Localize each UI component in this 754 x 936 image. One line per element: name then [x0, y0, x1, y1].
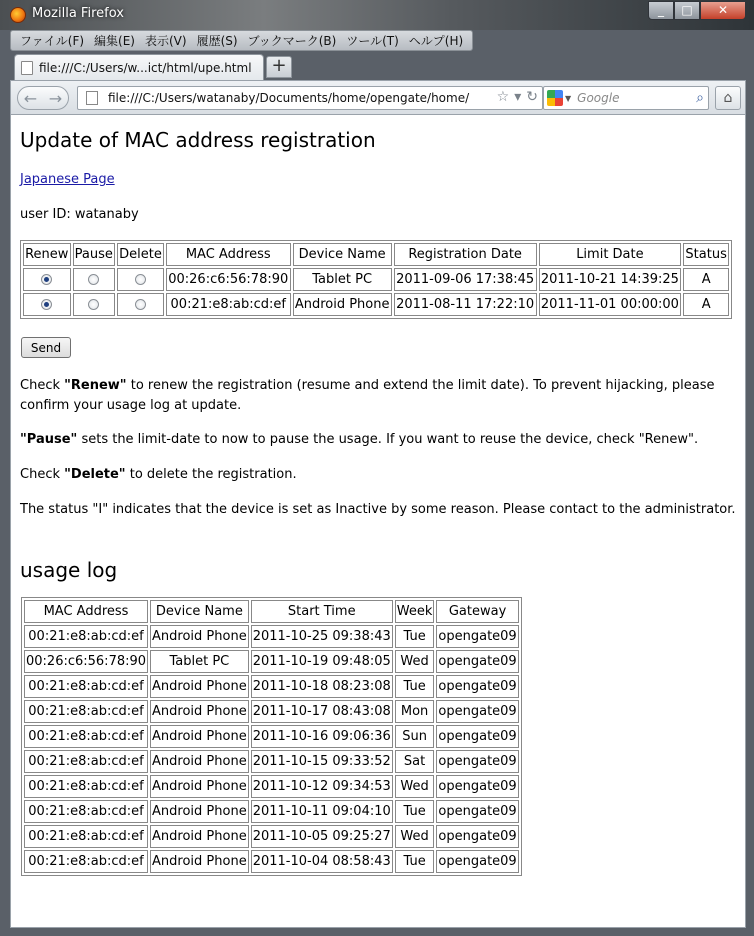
url-input[interactable]: file:///C:/Users/watanaby/Documents/home/opengate/home/ — [108, 91, 470, 105]
mac-cell: 00:21:e8:ab:cd:ef — [24, 700, 148, 723]
menu-tools[interactable]: ツール(T) — [346, 34, 399, 48]
reg-date-cell: 2011-08-11 17:22:10 — [394, 293, 537, 316]
pause-radio[interactable] — [88, 274, 99, 285]
header-limit-date: Limit Date — [539, 243, 682, 266]
renew-cell — [23, 293, 71, 316]
usage-log-title: usage log — [20, 558, 118, 582]
gateway-cell: opengate09 — [436, 675, 518, 698]
search-icon[interactable]: ⌕ — [696, 90, 704, 106]
window-title: Mozilla Firefox — [32, 6, 124, 21]
device-cell: Android Phone — [293, 293, 392, 316]
start-time-cell: 2011-10-05 09:25:27 — [251, 825, 393, 848]
mac-cell: 00:21:e8:ab:cd:ef — [24, 800, 148, 823]
help-renew — [20, 376, 740, 416]
header-gateway: Gateway — [436, 600, 518, 623]
help-text: Check — [20, 378, 65, 393]
help-keyword: "Renew" — [64, 378, 127, 393]
close-button[interactable]: ✕ — [700, 1, 746, 20]
delete-radio[interactable] — [135, 274, 146, 285]
week-cell: Mon — [395, 700, 435, 723]
table-header-row — [23, 243, 729, 266]
help-status: The status "I" indicates that the device is set as Inactive by some reason. Please contact to the administrator. — [20, 502, 736, 517]
table-row — [24, 625, 519, 648]
table-row — [24, 650, 519, 673]
header-week: Week — [395, 600, 435, 623]
device-cell: Android Phone — [150, 700, 249, 723]
bookmark-star-icon[interactable]: ☆ — [496, 89, 510, 105]
week-cell: Tue — [395, 625, 435, 648]
status-cell: A — [683, 268, 729, 291]
dropdown-icon[interactable]: ▾ — [514, 89, 522, 105]
week-cell: Sun — [395, 725, 435, 748]
device-cell: Android Phone — [150, 750, 249, 773]
header-mac: MAC Address — [166, 243, 291, 266]
header-renew: Renew — [23, 243, 71, 266]
start-time-cell: 2011-10-25 09:38:43 — [251, 625, 393, 648]
week-cell: Wed — [395, 650, 435, 673]
menu-history[interactable]: 履歴(S) — [196, 34, 238, 48]
help-keyword: "Pause" — [20, 432, 78, 447]
firefox-icon — [10, 7, 26, 23]
send-button[interactable]: Send — [21, 337, 71, 358]
help-keyword: "Delete" — [64, 467, 126, 482]
delete-cell — [117, 293, 164, 316]
start-time-cell: 2011-10-04 08:58:43 — [251, 850, 393, 873]
window-controls — [648, 1, 746, 20]
header-device: Device Name — [150, 600, 249, 623]
week-cell: Tue — [395, 850, 435, 873]
gateway-cell: opengate09 — [436, 750, 518, 773]
menu-container — [10, 30, 473, 51]
page-icon — [21, 61, 33, 75]
start-time-cell: 2011-10-12 09:34:53 — [251, 775, 393, 798]
pause-cell — [73, 268, 115, 291]
delete-cell — [117, 268, 164, 291]
start-time-cell: 2011-10-11 09:04:10 — [251, 800, 393, 823]
renew-radio[interactable] — [41, 274, 52, 285]
start-time-cell: 2011-10-16 09:06:36 — [251, 725, 393, 748]
week-cell: Wed — [395, 775, 435, 798]
pause-radio[interactable] — [88, 299, 99, 310]
table-row — [24, 750, 519, 773]
mac-cell: 00:21:e8:ab:cd:ef — [24, 625, 148, 648]
gateway-cell: opengate09 — [436, 825, 518, 848]
start-time-cell: 2011-10-15 09:33:52 — [251, 750, 393, 773]
reload-icon[interactable]: ↻ — [526, 89, 538, 105]
mac-cell: 00:21:e8:ab:cd:ef — [24, 725, 148, 748]
renew-cell — [23, 268, 71, 291]
week-cell: Tue — [395, 800, 435, 823]
gateway-cell: opengate09 — [436, 850, 518, 873]
mac-cell: 00:21:e8:ab:cd:ef — [24, 675, 148, 698]
limit-date-cell: 2011-11-01 00:00:00 — [539, 293, 682, 316]
help-delete — [20, 465, 740, 485]
search-engine-dropdown-icon[interactable]: ▼ — [565, 93, 572, 103]
week-cell: Sat — [395, 750, 435, 773]
gateway-cell: opengate09 — [436, 650, 518, 673]
start-time-cell: 2011-10-17 08:43:08 — [251, 700, 393, 723]
user-id-line: user ID: watanaby — [20, 207, 139, 222]
url-tools — [497, 89, 538, 105]
menu-bookmarks[interactable]: ブックマーク(B) — [247, 34, 337, 48]
gateway-cell: opengate09 — [436, 775, 518, 798]
google-icon[interactable] — [547, 90, 563, 106]
mac-cell: 00:21:e8:ab:cd:ef — [24, 750, 148, 773]
page-title: Update of MAC address registration — [20, 128, 376, 152]
device-cell: Android Phone — [150, 850, 249, 873]
week-cell: Wed — [395, 825, 435, 848]
header-device: Device Name — [293, 243, 392, 266]
table-row — [24, 675, 519, 698]
mac-cell: 00:21:e8:ab:cd:ef — [24, 850, 148, 873]
back-icon[interactable]: ← — [23, 88, 38, 108]
back-forward-group — [17, 86, 69, 110]
help-pause — [20, 430, 740, 450]
page-icon — [86, 91, 98, 105]
limit-date-cell: 2011-10-21 14:39:25 — [539, 268, 682, 291]
tab-label: file:///C:/Users/w...ict/html/upe.html — [39, 60, 252, 75]
mac-cell: 00:21:e8:ab:cd:ef — [24, 775, 148, 798]
home-icon[interactable]: ⌂ — [715, 86, 741, 110]
usage-log-table — [21, 597, 522, 876]
header-mac: MAC Address — [24, 600, 148, 623]
help-text: to renew the registration (resume and extend the limit date). To prevent hijacking, please confirm your usage log at update. — [20, 378, 715, 413]
table-row — [23, 268, 729, 291]
device-cell: Tablet PC — [150, 650, 249, 673]
maximize-button[interactable]: □ — [674, 1, 700, 20]
gateway-cell: opengate09 — [436, 625, 518, 648]
menu-help[interactable]: ヘルプ(H) — [408, 34, 464, 48]
japanese-page-link[interactable]: Japanese Page — [20, 172, 115, 187]
table-row — [24, 700, 519, 723]
pause-cell — [73, 293, 115, 316]
help-text: sets the limit-date to now to pause the usage. If you want to reuse the device, check "Renew". — [77, 432, 699, 447]
start-time-cell: 2011-10-18 08:23:08 — [251, 675, 393, 698]
search-input[interactable]: Google — [577, 91, 620, 105]
renew-radio[interactable] — [41, 299, 52, 310]
mac-cell: 00:21:e8:ab:cd:ef — [166, 293, 291, 316]
menubar — [0, 30, 754, 52]
navigation-toolbar — [10, 80, 746, 114]
new-tab-button[interactable]: + — [266, 56, 292, 78]
header-reg-date: Registration Date — [394, 243, 537, 266]
device-cell: Android Phone — [150, 825, 249, 848]
table-row — [24, 800, 519, 823]
table-row — [24, 825, 519, 848]
header-start-time: Start Time — [251, 600, 393, 623]
menu-edit[interactable]: 編集(E) — [94, 34, 135, 48]
search-bar[interactable] — [543, 86, 709, 110]
header-status: Status — [683, 243, 729, 266]
header-delete: Delete — [117, 243, 164, 266]
help-text: Check — [20, 467, 65, 482]
table-row — [24, 850, 519, 873]
device-cell: Android Phone — [150, 800, 249, 823]
tab-upe-html[interactable] — [14, 54, 264, 80]
gateway-cell: opengate09 — [436, 700, 518, 723]
mac-cell: 00:26:c6:56:78:90 — [166, 268, 291, 291]
header-pause: Pause — [73, 243, 115, 266]
table-row — [24, 775, 519, 798]
tabbar — [0, 52, 754, 80]
device-cell: Android Phone — [150, 625, 249, 648]
page-viewport — [10, 114, 746, 928]
window-titlebar — [0, 0, 754, 30]
menu-view[interactable]: 表示(V) — [144, 34, 187, 48]
status-cell: A — [683, 293, 729, 316]
menu-file[interactable]: ファイル(F) — [20, 34, 85, 48]
mac-cell: 00:21:e8:ab:cd:ef — [24, 825, 148, 848]
device-cell: Tablet PC — [293, 268, 392, 291]
gateway-cell: opengate09 — [436, 725, 518, 748]
help-text: to delete the registration. — [125, 467, 297, 482]
url-bar[interactable] — [77, 86, 543, 110]
week-cell: Tue — [395, 675, 435, 698]
delete-radio[interactable] — [135, 299, 146, 310]
start-time-cell: 2011-10-19 09:48:05 — [251, 650, 393, 673]
gateway-cell: opengate09 — [436, 800, 518, 823]
device-cell: Android Phone — [150, 725, 249, 748]
mac-cell: 00:26:c6:56:78:90 — [24, 650, 148, 673]
table-row — [23, 293, 729, 316]
table-row — [24, 725, 519, 748]
device-cell: Android Phone — [150, 675, 249, 698]
forward-icon[interactable]: → — [48, 88, 63, 108]
minimize-button[interactable]: _ — [648, 1, 674, 20]
device-cell: Android Phone — [150, 775, 249, 798]
table-header-row — [24, 600, 519, 623]
registration-table — [20, 240, 732, 319]
reg-date-cell: 2011-09-06 17:38:45 — [394, 268, 537, 291]
